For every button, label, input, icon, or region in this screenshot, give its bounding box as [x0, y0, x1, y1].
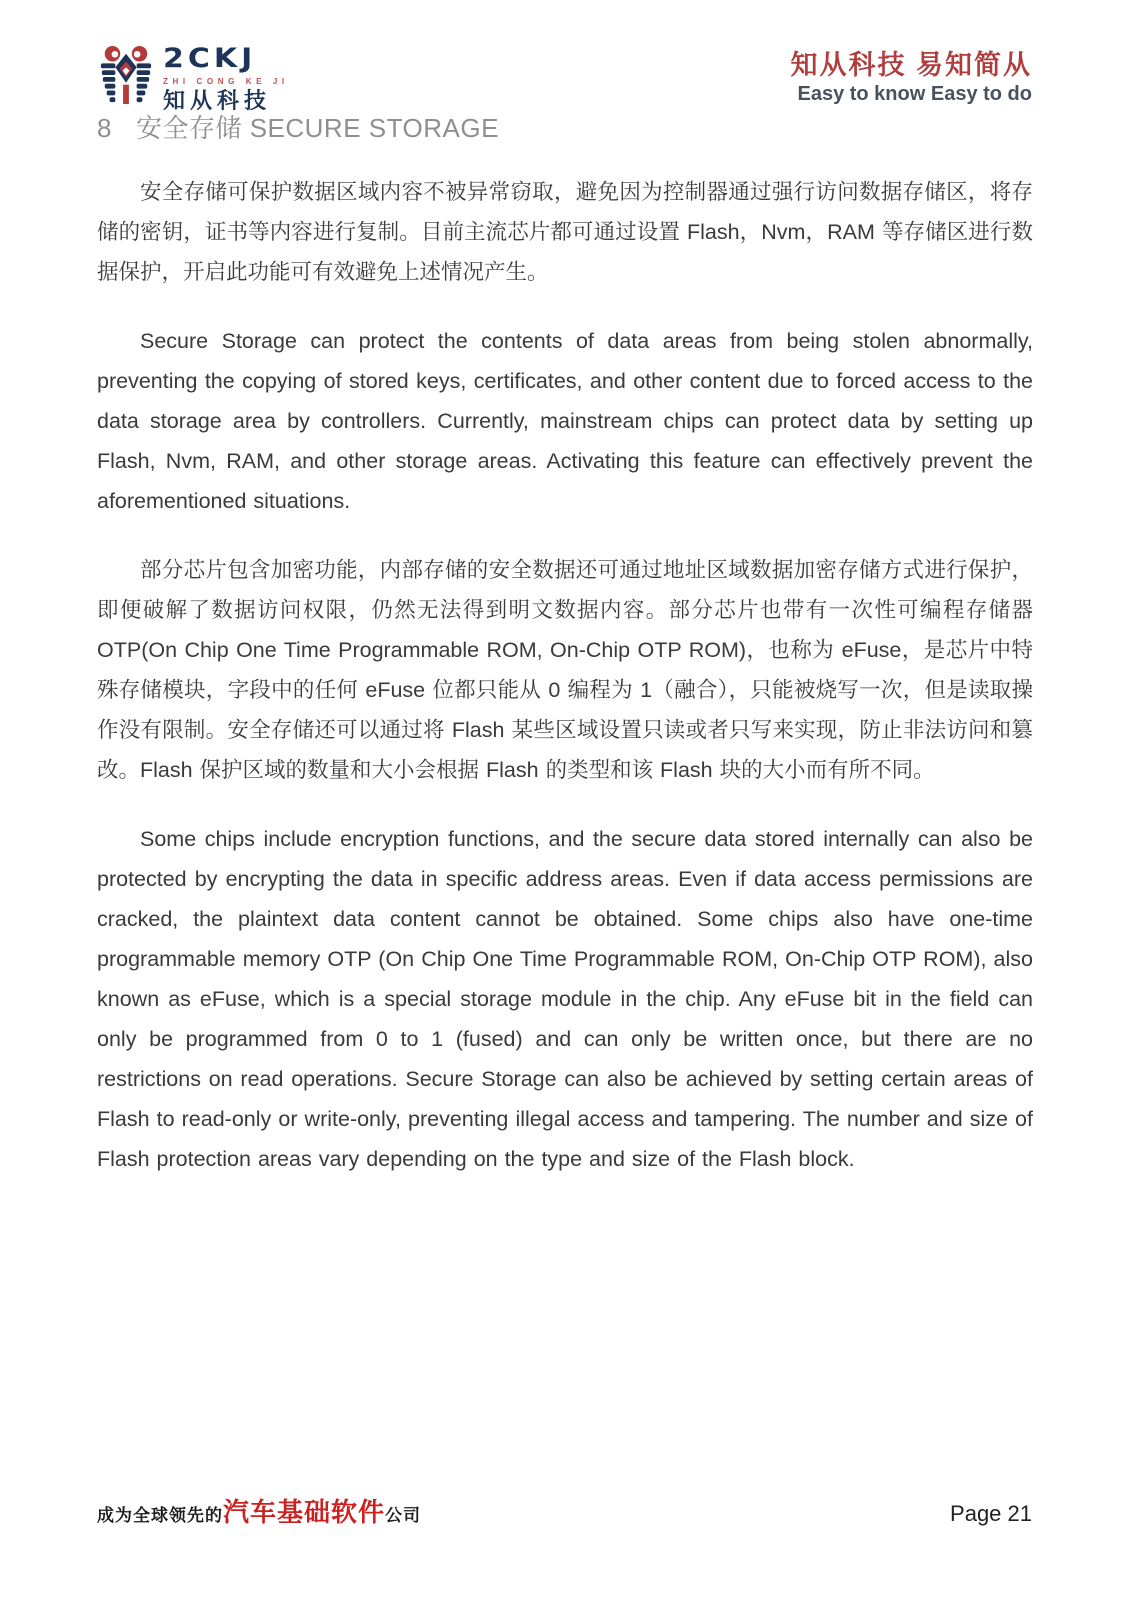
- company-logo: [97, 44, 289, 112]
- slogan-english: Easy to know Easy to do: [797, 83, 1032, 106]
- document-body: [97, 172, 1033, 1208]
- section-title: 安全存储 SECURE STORAGE: [135, 113, 499, 143]
- paragraph-en-1: Secure Storage can protect the contents of data areas from being stolen abnormally, preventing the copying of stored keys, certificates, and other content due to forced access to the data storage area by controllers. Currently, mainstream chips can protect data by setting up Flash, Nvm, RAM, and other storage areas. Activating this feature can effectively prevent the aforementioned situations.: [97, 329, 1033, 513]
- paragraph-zh-2: 部分芯片包含加密功能，内部存储的安全数据还可通过地址区域数据加密存储方式进行保护，即便破解了数据访问权限，仍然无法得到明文数据内容。部分芯片也带有一次性可编程存储器 OTP(On Chip One Time Programmable ROM, On-Chip OTP ROM)，也称为 eFuse，是芯片中特殊存储模块，字段中的任何 eFuse 位都只能从 0 编程为 1（融合），只能被烧写一次，但是读取操作没有限制。安全存储还可以通过将 Flash 某些区域设置只读或者只写来实现，防止非法访问和篡改。Flash 保护区域的数量和大小会根据 Flash 的类型和该 Flash 块的大小而有所不同。: [97, 558, 1033, 782]
- footer-text-prefix: 成为全球领先的: [97, 1506, 223, 1525]
- logo-wordmark: 2CKJ: [163, 43, 257, 75]
- logo-text-block: [163, 44, 289, 112]
- paragraph-en-2: Some chips include encryption functions, and the secure data stored internally can also be protected by encrypting the data in specific address areas. Even if data access permissions are cracked, the plaintext data content cannot be obtained. Some chips also have one-time programmable memory OTP (On Chip One Time Programmable ROM, On-Chip OTP ROM), also known as eFuse, which is a special storage module in the chip. Any eFuse bit in the field can only be programmed from 0 to 1 (fused) and can only be written once, but there are no restrictions on read operations. Secure Storage can also be achieved by setting certain areas of Flash to read-only or write-only, preventing illegal access and tampering. The number and size of Flash protection areas vary depending on the type and size of the Flash block.: [97, 827, 1033, 1171]
- company-logo-icon: [97, 44, 155, 108]
- logo-company-name: 知从科技: [163, 88, 272, 113]
- page-header: [97, 44, 1032, 112]
- page-number: Page 21: [950, 1501, 1032, 1526]
- section-heading: [97, 108, 499, 145]
- paragraph-zh-1: 安全存储可保护数据区域内容不被异常窃取，避免因为控制器通过强行访问数据存储区，将存储的密钥，证书等内容进行复制。目前主流芯片都可通过设置 Flash，Nvm，RAM 等存储区进行数据保护，开启此功能可有效避免上述情况产生。: [97, 180, 1033, 284]
- logo-subtext: ZHI CONG KE JI: [163, 77, 289, 86]
- header-slogan: [790, 44, 1032, 106]
- footer-text-highlight: 汽车基础软件: [223, 1497, 386, 1527]
- page-footer: [97, 1492, 1032, 1529]
- footer-company-line: [97, 1492, 421, 1529]
- slogan-chinese: 知从科技 易知简从: [790, 50, 1032, 80]
- section-number: 8: [97, 113, 112, 143]
- footer-text-suffix: 公司: [385, 1506, 422, 1525]
